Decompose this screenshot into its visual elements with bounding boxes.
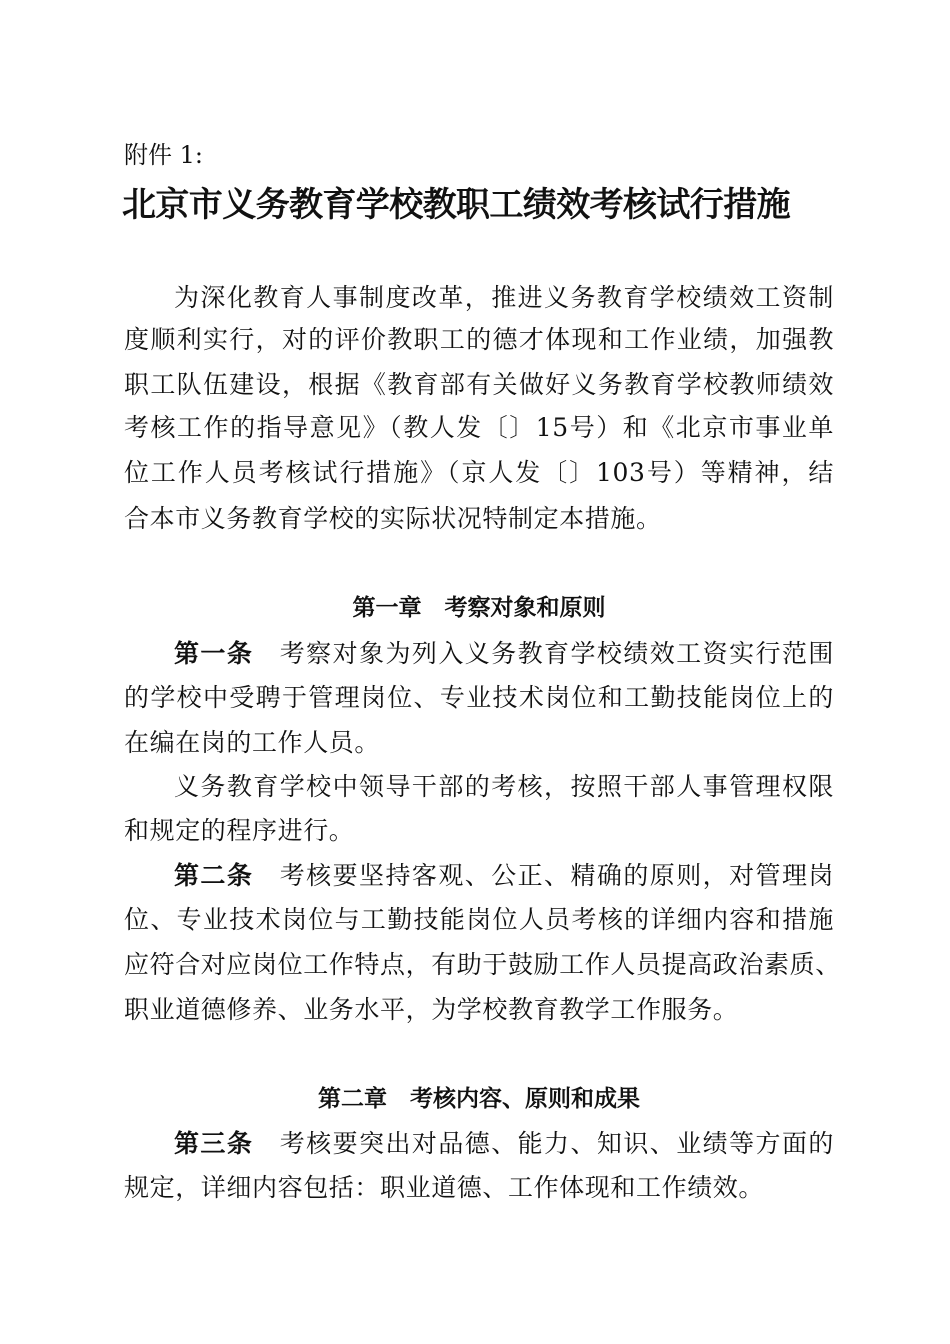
attachment-label: 附件 1: [124, 141, 203, 169]
paragraph-line: 义务教育学校中领导干部的考核，按照干部人事管理权限 [174, 772, 834, 801]
article-label: 第三条 [174, 1129, 254, 1158]
article-line: 在编在岗的工作人员。 [124, 728, 381, 757]
article-line: 规定，详细内容包括：职业道德、工作体现和工作绩效。 [124, 1173, 765, 1202]
paragraph-line: 和规定的程序进行。 [124, 816, 355, 845]
preamble-line: 为深化教育人事制度改革，推进义务教育学校绩效工资制 [174, 283, 834, 312]
article-label: 第二条 [174, 861, 254, 890]
preamble-line: 职工队伍建设，根据《教育部有关做好义务教育学校教师绩效 [124, 370, 834, 399]
article-line: 职业道德修养、业务水平，为学校教育教学工作服务。 [124, 995, 739, 1024]
document-title: 北京市义务教育学校教职工绩效考核试行措施 [122, 185, 790, 225]
article-text: 考察对象为列入义务教育学校绩效工资实行范围 [279, 639, 834, 668]
preamble-line: 考核工作的指导意见》（教人发〔〕15号）和《北京市事业单 [124, 413, 834, 442]
article-text: 考核要坚持客观、公正、精确的原则，对管理岗 [279, 861, 834, 890]
article-first-line [174, 1129, 834, 1159]
chapter-heading: 第二章 考核内容、原则和成果 [318, 1086, 640, 1112]
article-label: 第一条 [174, 639, 254, 668]
article-first-line [174, 639, 834, 669]
article-line: 的学校中受聘于管理岗位、专业技术岗位和工勤技能岗位上的 [124, 683, 834, 712]
preamble-line: 合本市义务教育学校的实际状况特制定本措施。 [124, 504, 662, 533]
chapter-heading: 第一章 考察对象和原则 [352, 595, 606, 621]
preamble-line: 位工作人员考核试行措施》（京人发〔〕103号）等精神，结 [124, 458, 834, 487]
article-line: 应符合对应岗位工作特点，有助于鼓励工作人员提高政治素质、 [124, 950, 841, 979]
preamble-line: 度顺利实行，对的评价教职工的德才体现和工作业绩，加强教 [124, 325, 834, 354]
article-text: 考核要突出对品德、能力、知识、业绩等方面的 [279, 1129, 834, 1158]
article-first-line [174, 861, 834, 891]
article-line: 位、专业技术岗位与工勤技能岗位人员考核的详细内容和措施 [124, 905, 834, 934]
